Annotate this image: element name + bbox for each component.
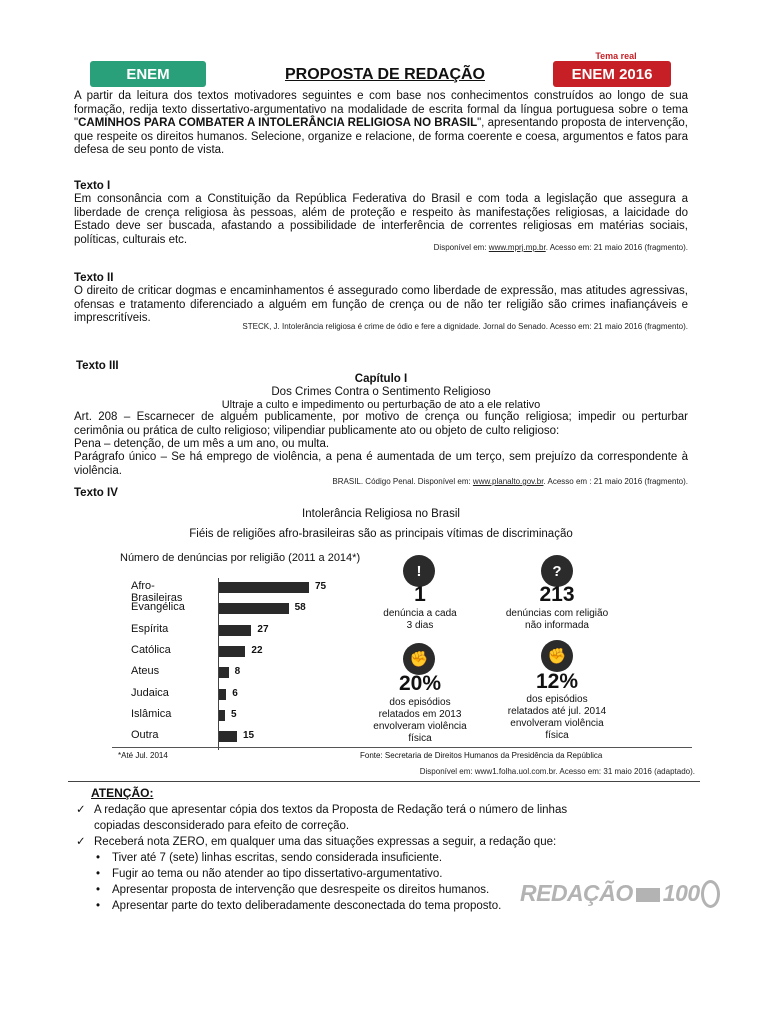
tema-real-label: Tema real	[595, 51, 637, 61]
page-title: PROPOSTA DE REDAÇÃO	[284, 66, 485, 83]
stat-text: dos episódios relatados até jul. 2014 envolveram violência física	[507, 694, 607, 741]
chart-bar	[219, 625, 251, 636]
enem-badge	[90, 61, 206, 87]
stat-text: denúncias com religião não informada	[505, 608, 609, 631]
enem-label: ENEM	[126, 65, 170, 83]
intro-paragraph	[74, 90, 688, 158]
chart-value-label: 22	[251, 644, 263, 656]
texto4-heading: Texto IV	[74, 487, 118, 499]
chart-category-label: Judaica	[131, 686, 169, 699]
chart-category-label: Islâmica	[131, 707, 172, 720]
texto4-source: Disponível em: www1.folha.uol.com.br. Acesso em: 31 maio 2016 (adaptado).	[419, 767, 695, 776]
chart-value-label: 15	[243, 730, 255, 742]
texto2-heading: Texto II	[74, 272, 114, 284]
intro-text-2: ", apresentando proposta de intervenção, que respeite os direitos humanos. Selecione, organize e relacione, de forma coerente e coesa, argumentos e fatos para defesa de seu ponto de vista.	[74, 117, 688, 157]
chart-category-label: Afro-Brasileiras	[131, 580, 183, 604]
stat-number: 12%	[535, 670, 579, 693]
texto1-heading: Texto I	[74, 180, 111, 192]
exclamation-icon: !	[403, 555, 435, 587]
stat-number: 1	[414, 583, 426, 606]
enem-year-label: ENEM 2016	[571, 65, 653, 83]
redacao-1000-logo: REDAÇÃO 100	[520, 880, 720, 908]
chart-value-label: 5	[231, 708, 237, 720]
intro-text-1: A partir da leitura dos textos motivadores seguintes e com base nos conhecimentos construídos ao longo de sua formação, redija texto dissertativo-argumentativo na modalidade de escrita formal da língua portuguesa sobre o tema "	[74, 90, 688, 130]
chart-bar	[219, 582, 309, 593]
atencao-sub-item: • Apresentar parte do texto deliberadamente desconectada do tema proposto.	[96, 900, 502, 912]
texto3-article-title: Ultraje a culto e impedimento ou perturbação de ato a ele relativo	[221, 399, 541, 411]
texto1-source-link[interactable]: www.mprj.mp.br	[488, 243, 546, 252]
atencao-list	[72, 802, 592, 914]
chart-category-label: Católica	[131, 643, 171, 656]
chart-bar	[219, 603, 289, 614]
stat-number: 20%	[398, 672, 442, 695]
texto3-chapter-sub: Dos Crimes Contra o Sentimento Religioso	[271, 386, 491, 398]
bullet-icon: •	[96, 900, 101, 912]
chart-value-label: 75	[315, 581, 327, 592]
chart-category-label: Evangélica	[131, 601, 185, 614]
texto2-body: O direito de criticar dogmas e encaminhamentos é assegurado como liberdade de expressão, mas atitudes agressivas, ofensas e tratamento diferenciado a alguém em função de crença ou de não ter religião são crimes inafiançáveis e imprescritíveis.	[74, 285, 688, 325]
chart-category-label: Ateus	[131, 665, 160, 678]
check-icon: ✓	[76, 804, 86, 816]
texto3-pena: Pena – detenção, de um mês a um ano, ou multa.	[74, 438, 330, 450]
texto1-body: Em consonância com a Constituição da República Federativa do Brasil e com toda a legislação que assegura a liberdade de crença religiosa às pessoas, além de proteção e respeito às manifestações religiosas, a laicidade do Estado deve ser buscada, afastando a possibilidade de interferência de correntes religiosas em matérias sociais, políticas, culturais etc.	[74, 193, 688, 246]
atencao-rule	[68, 781, 700, 782]
infographic-title: Intolerância Religiosa no Brasil	[302, 508, 460, 520]
texto2-source: STECK, J. Intolerância religiosa é crime de ódio e fere a dignidade. Jornal do Senado. Acesso em: 21 maio 2016 (fragmento).	[242, 322, 688, 331]
infographic-subtitle: Fiéis de religiões afro-brasileiras são as principais vítimas de discriminação	[189, 528, 573, 540]
chart-bar	[219, 731, 237, 742]
texto3-art: Art. 208 – Escarnecer de alguém publicamente, por motivo de crença ou função religiosa; impedir ou perturbar cerimônia ou prática de culto religioso; vilipendiar publicamente ato ou objeto de culto religioso:	[74, 411, 688, 437]
chart-axis	[218, 578, 219, 750]
question-icon: ?	[541, 555, 573, 587]
check-icon: ✓	[76, 836, 86, 848]
atencao-sub-item: • Fugir ao tema ou não atender ao tipo dissertativo-argumentativo.	[96, 868, 443, 880]
chart-title: Número de denúncias por religião (2011 a 2014*)	[120, 552, 361, 564]
atencao-rule-item: ✓ Receberá nota ZERO, em qualquer uma das situações expressas a seguir, a redação que:	[76, 836, 557, 848]
chart-category-label: Outra	[131, 729, 159, 742]
chart-bar	[219, 689, 226, 700]
texto3-heading: Texto III	[76, 360, 119, 372]
texto3-source-link[interactable]: www.planalto.gov.br	[472, 477, 544, 486]
stat-text: dos episódios relatados em 2013 envolveram violência física	[373, 697, 467, 744]
chart-footnote: *Até Jul. 2014	[118, 751, 168, 760]
infographic-divider	[112, 747, 692, 748]
bullet-icon: •	[96, 884, 101, 896]
infographic-fonte: Fonte: Secretaria de Direitos Humanos da Presidência da República	[360, 751, 603, 760]
atencao-heading: ATENÇÃO:	[91, 786, 154, 800]
texto1-source: Disponível em: www.mprj.mp.br. Acesso em: 21 maio 2016 (fragmento).	[433, 243, 688, 252]
stat-text: denúncia a cada 3 dias	[383, 608, 457, 631]
texto3-chapter: Capítulo I	[354, 373, 408, 385]
intro-theme: CAMINHOS PARA COMBATER A INTOLERÂNCIA RELIGIOSA NO BRASIL	[78, 117, 478, 130]
atencao-sub-item: • Apresentar proposta de intervenção que desrespeite os direitos humanos.	[96, 884, 490, 896]
bullet-icon: •	[96, 868, 101, 880]
chart-value-label: 6	[232, 687, 238, 699]
chart-bar	[219, 710, 225, 721]
enem-year-badge	[553, 61, 671, 87]
chart-value-label: 27	[257, 623, 269, 635]
chart-value-label: 58	[294, 602, 306, 614]
chart-bar	[219, 667, 229, 678]
fist-icon: ✊	[403, 643, 435, 675]
chart-category-label: Espírita	[131, 622, 169, 635]
texto3-paragrafo: Parágrafo único – Se há emprego de violência, a pena é aumentada de um terço, sem prejuízo da correspondente à violência.	[74, 451, 688, 477]
chart-value-label: 8	[234, 666, 241, 678]
fist-icon: ✊	[541, 640, 573, 672]
bullet-icon: •	[96, 852, 101, 864]
chart-bar	[219, 646, 245, 657]
atencao-sub-item: • Tiver até 7 (sete) linhas escritas, sendo considerada insuficiente.	[96, 852, 443, 864]
stat-number: 213	[539, 583, 575, 606]
atencao-rule-item: ✓ A redação que apresentar cópia dos textos da Proposta de Redação terá o número de linhas copiadas desconsiderado para efeito de correção.	[76, 804, 568, 832]
texto3-source: BRASIL. Código Penal. Disponível em: www.planalto.gov.br. Acesso em : 21 maio 2016 (fragmento).	[332, 477, 688, 486]
